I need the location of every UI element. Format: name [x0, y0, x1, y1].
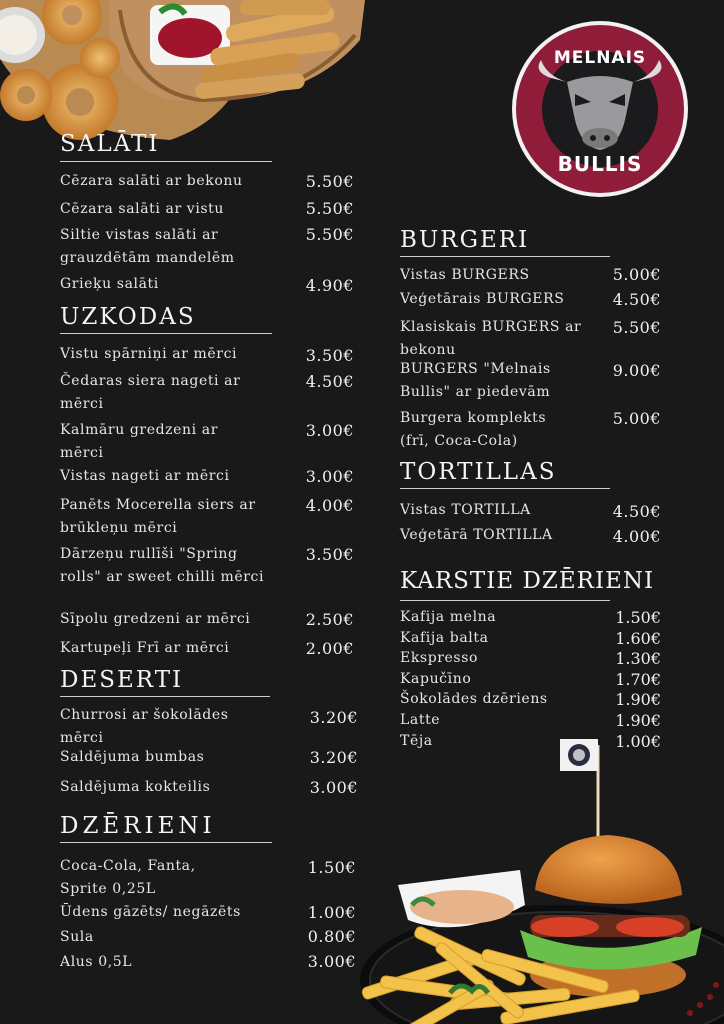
menu-item-name: Siltie vistas salāti ar grauzdētām mandelēm	[60, 227, 235, 266]
menu-item-name: Kafija melna	[400, 609, 497, 625]
menu-item-name: Sula	[60, 929, 94, 945]
menu-item-name: Kalmāru gredzeni ar mērci	[60, 422, 219, 461]
divider	[400, 600, 610, 601]
menu-item-price: 1.00€	[307, 903, 356, 922]
section-title-dzerieni: DZĒRIENI	[60, 813, 216, 839]
menu-item-name: Cēzara salāti ar vistu	[60, 201, 225, 217]
menu-item-name: Saldējuma kokteilis	[60, 779, 211, 795]
menu-item-name: Klasiskais BURGERS ar bekonu	[400, 319, 582, 358]
menu-item-price: 5.50€	[612, 318, 661, 337]
divider	[60, 161, 272, 162]
section-title-uzkodas: UZKODAS	[60, 304, 196, 330]
menu-item-price: 1.90€	[615, 690, 661, 709]
menu-item-price: 4.50€	[612, 290, 661, 309]
divider	[60, 333, 272, 334]
menu-item-name: Kartupeļi Frī ar mērci	[60, 640, 230, 656]
menu-item-price: 9.00€	[612, 361, 661, 380]
menu-item-name: Ūdens gāzēts/ negāzēts	[60, 904, 241, 920]
menu-item-price: 3.00€	[307, 952, 356, 971]
menu-item-name: Sīpolu gredzeni ar mērci	[60, 611, 251, 627]
menu-item-price: 0.80€	[307, 927, 356, 946]
menu-item-price: 1.90€	[615, 711, 661, 730]
section-title-salati: SALĀTI	[60, 131, 160, 157]
menu-item-name: Vistas nageti ar mērci	[60, 468, 230, 484]
menu-item-price: 3.20€	[309, 748, 358, 767]
menu-item-price: 3.00€	[305, 421, 354, 440]
melnais-bullis-logo	[511, 20, 689, 198]
menu-item-name: BURGERS "Melnais Bullis" ar piedevām	[400, 361, 551, 400]
menu-item-name: Churrosi ar šokolādes mērci	[60, 707, 229, 746]
menu-item-name: Burgera komplekts (frī, Coca-Cola)	[400, 410, 547, 449]
menu-item-name: Čedaras siera nageti ar mērci	[60, 373, 241, 412]
snack-basket-photo	[0, 0, 370, 150]
divider	[60, 696, 270, 697]
menu-item-price: 5.00€	[612, 409, 661, 428]
menu-item-name: Coca-Cola, Fanta, Sprite 0,25L	[60, 858, 196, 897]
menu-item-name: Cēzara salāti ar bekonu	[60, 173, 243, 189]
menu-item-name: Kapučīno	[400, 671, 472, 687]
menu-item-price: 1.00€	[615, 732, 661, 751]
menu-item-name: Latte	[400, 712, 441, 728]
divider	[400, 488, 610, 489]
menu-item-price: 3.00€	[305, 467, 354, 486]
menu-item-name: Šokolādes dzēriens	[400, 691, 548, 707]
menu-item-name: Dārzeņu rullīši "Spring rolls" ar sweet chilli mērci	[60, 546, 265, 585]
menu-item-name: Ekspresso	[400, 650, 479, 666]
menu-item-price: 5.50€	[305, 225, 354, 244]
menu-item-price: 5.50€	[305, 199, 354, 218]
menu-item-price: 5.00€	[612, 265, 661, 284]
menu-item-name: Veģetārais BURGERS	[400, 291, 565, 307]
menu-item-price: 4.00€	[612, 527, 661, 546]
menu-item-price: 4.90€	[305, 276, 354, 295]
burger-plate-photo	[330, 735, 724, 1024]
menu-item-price: 1.70€	[615, 670, 661, 689]
section-title-deserti: DESERTI	[60, 667, 184, 693]
menu-item-price: 4.50€	[612, 502, 661, 521]
menu-item-name: Grieķu salāti	[60, 276, 159, 292]
menu-item-name: Alus 0,5L	[60, 954, 133, 970]
divider	[400, 256, 610, 257]
menu-item-price: 5.50€	[305, 172, 354, 191]
menu-item-name: Vistu spārniņi ar mērci	[60, 346, 238, 362]
menu-item-price: 1.60€	[615, 629, 661, 648]
section-title-karstie-dzerieni: KARSTIE DZĒRIENI	[400, 568, 655, 594]
logo-top-text: MELNAIS	[553, 48, 647, 68]
menu-item-name: Vistas BURGERS	[400, 267, 530, 283]
menu-item-price: 3.20€	[309, 708, 358, 727]
menu-item-name: Vistas TORTILLA	[400, 502, 531, 518]
menu-item-price: 1.30€	[615, 649, 661, 668]
logo-bottom-text: BULLIS	[557, 152, 643, 176]
section-title-burgeri: BURGERI	[400, 227, 530, 253]
menu-item-name: Panēts Mocerella siers ar brūkleņu mērci	[60, 497, 256, 536]
menu-item-price: 3.50€	[305, 545, 354, 564]
menu-item-price: 1.50€	[307, 858, 356, 877]
menu-item-price: 1.50€	[615, 608, 661, 627]
section-title-tortillas: TORTILLAS	[400, 459, 557, 485]
menu-item-price: 4.50€	[305, 372, 354, 391]
menu-item-name: Kafija balta	[400, 630, 489, 646]
menu-item-name: Veģetārā TORTILLA	[400, 527, 553, 543]
menu-item-price: 3.50€	[305, 346, 354, 365]
menu-item-price: 2.50€	[305, 610, 354, 629]
menu-item-name: Saldējuma bumbas	[60, 749, 205, 765]
menu-item-price: 3.00€	[309, 778, 358, 797]
menu-item-name: Tēja	[400, 733, 433, 749]
menu-item-price: 4.00€	[305, 496, 354, 515]
menu-item-price: 2.00€	[305, 639, 354, 658]
divider	[60, 842, 272, 843]
